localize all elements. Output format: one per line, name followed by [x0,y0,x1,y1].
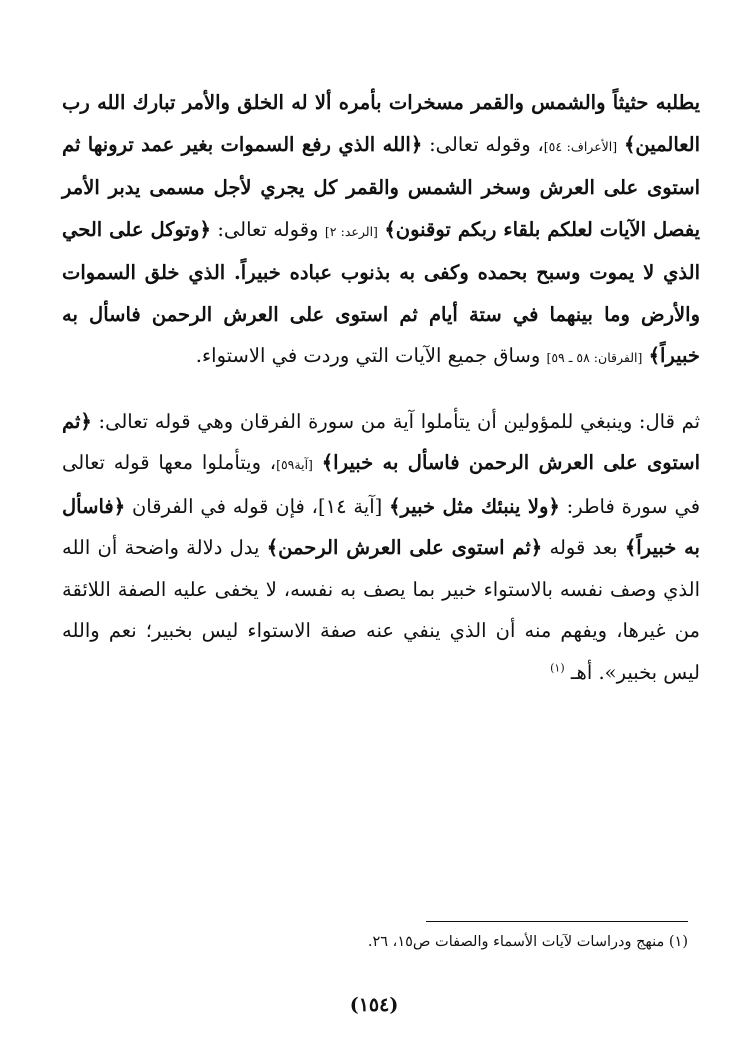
verse-reference: [آية٥٩] [276,457,313,472]
body-text: ، وقوله تعالى: [429,132,544,156]
quran-quote: ﴿الله الذي رفع السموات بغير عمد ترونها ثم استوى على العرش وسخر الشمس والقمر كل يجري لأجل مسمى يدبر الأمر يفصل الآيات لعلكم بلقاء ربكم توقنون﴾ [62,132,700,241]
body-text: ثم قال: وينبغي للمؤولين أن يتأملوا آية من سورة الفرقان وهي قوله تعالى: [98,409,701,433]
body-text: [آية ١٤]، فإن قوله في الفرقان [131,494,383,518]
quran-quote: ﴿وتوكل على الحي الذي لا يموت وسبح بحمده وكفى به بذنوب عباده خبيراً. الذي خلق السموات والأرض وما بينهما في ستة أيام ثم استوى على العرش الرحمن فاسأل به خبيراً﴾ [62,217,700,367]
page-number: (١٥٤) [349,994,399,1016]
quran-quote: ﴿ولا ينبئك مثل خبير﴾ [389,494,560,518]
quran-quote: ﴿فاسأل به خبيراً﴾ [62,494,700,559]
body-text: وقوله تعالى: [217,217,319,241]
paragraph-2 [62,401,700,694]
quran-quote: يطلبه حثيثاً والشمس والقمر مسخرات بأمره ألا له الخلق والأمر تبارك الله رب العالمين﴾ [62,91,701,156]
quran-quote: ﴿ثم استوى على العرش الرحمن فاسأل به خبيرا﴾ [62,409,700,474]
footnote-divider [426,921,688,922]
paragraph-1 [62,82,700,379]
verse-reference: [الأعراف: ٥٤] [543,138,618,154]
footnote: (١) منهج ودراسات لآيات الأسماء والصفات ص١٥، ٢٦. [367,934,688,950]
body-text: ، ويتأملوا معها قوله تعالى في سورة فاطر: [62,451,701,518]
body-text: بعد قوله [549,536,618,559]
verse-reference: [الرعد: ٢] [324,223,378,239]
body-text: وساق جميع الآيات التي وردت في الاستواء. [195,344,541,367]
footnote-marker: (١) [550,661,565,674]
quran-quote: ﴿ثم استوى على العرش الرحمن﴾ [266,536,543,559]
body-text: يدل دلالة واضحة أن الله الذي وصف نفسه بالاستواء خبير بما يصف به نفسه، لا يخفى عليه الصفة اللائقة من غيرها، ويفهم منه أن الذي ينفي عنه صفة الاستواء ليس بخبير؛ نعم والله ليس بخبير». أهـ [62,536,700,684]
main-text [62,82,700,693]
verse-reference: [الفرقان: ٥٨ ـ ٥٩] [546,350,643,365]
